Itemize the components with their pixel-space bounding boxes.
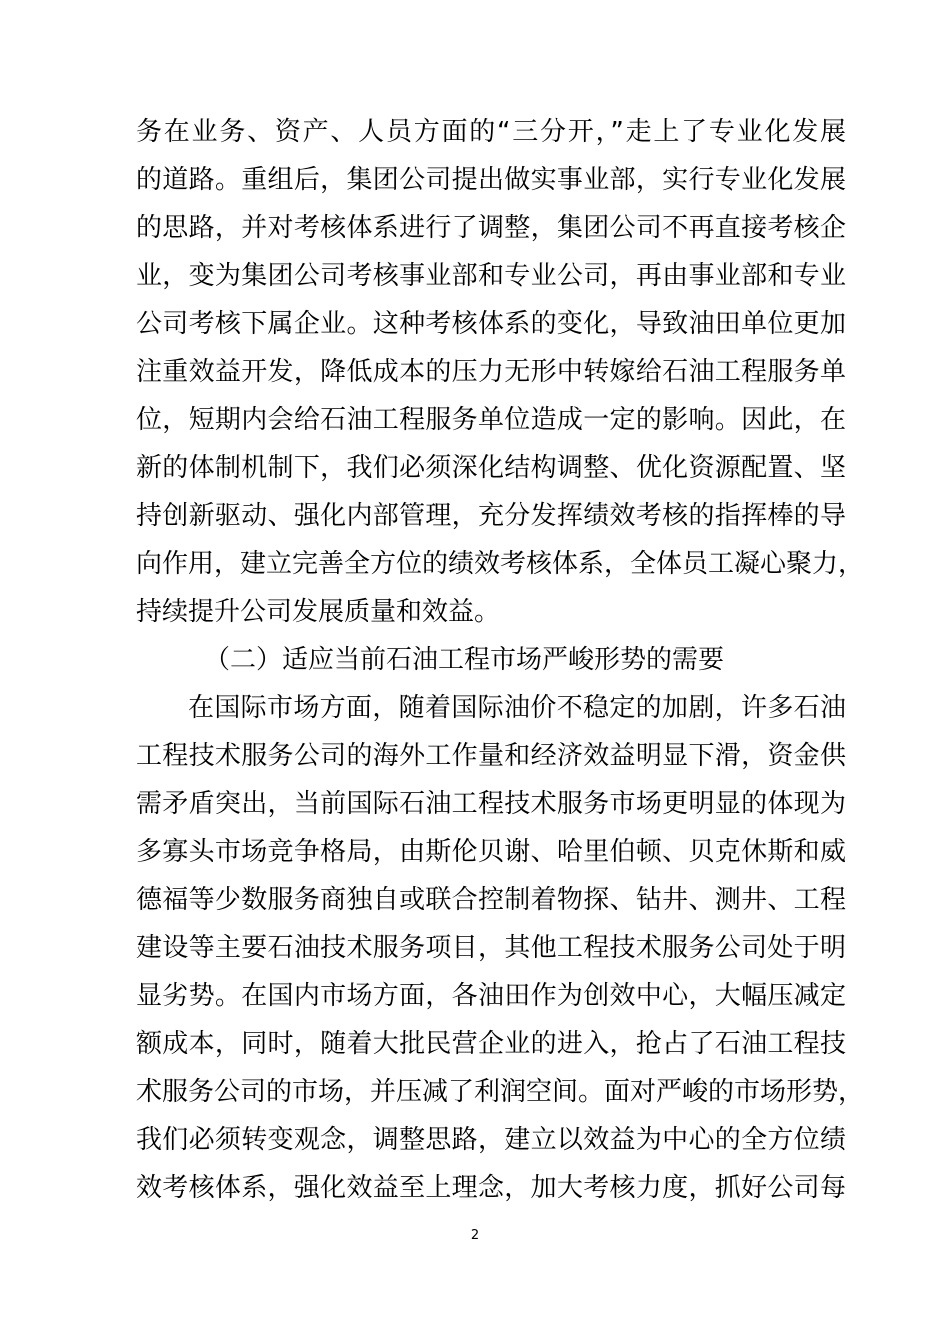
text-line: 需矛盾突出，当前国际石油工程技术服务市场更明显的体现为 <box>136 789 846 819</box>
section-heading: （二）适应当前石油工程市场严峻形势的需要 <box>204 645 725 675</box>
text-line: 效考核体系，强化效益至上理念，加大考核力度，抓好公司每 <box>136 1173 846 1203</box>
text-line: 多寡头市场竞争格局，由斯伦贝谢、哈里伯顿、贝克休斯和威 <box>136 837 846 867</box>
text-line: 业，变为集团公司考核事业部和专业公司，再由事业部和专业 <box>136 261 846 291</box>
text-line: 位，短期内会给石油工程服务单位造成一定的影响。因此，在 <box>136 405 846 435</box>
text-line: 显劣势。在国内市场方面，各油田作为创效中心，大幅压减定 <box>136 981 846 1011</box>
text-line: 术服务公司的市场，并压减了利润空间。面对严峻的市场形势， <box>136 1077 865 1107</box>
text-line: 向作用，建立完善全方位的绩效考核体系，全体员工凝心聚力， <box>136 549 865 579</box>
text-line: 工程技术服务公司的海外工作量和经济效益明显下滑，资金供 <box>136 741 846 771</box>
text-line: 额成本，同时，随着大批民营企业的进入，抢占了石油工程技 <box>136 1029 846 1059</box>
text-line: 我们必须转变观念，调整思路，建立以效益为中心的全方位绩 <box>136 1125 846 1155</box>
text-line: 持续提升公司发展质量和效益。 <box>136 597 501 627</box>
text-line: 新的体制机制下，我们必须深化结构调整、优化资源配置、坚 <box>136 453 846 483</box>
text-line: 的思路，并对考核体系进行了调整，集团公司不再直接考核企 <box>136 213 846 243</box>
page-number: 2 <box>470 1228 480 1243</box>
text-line: 的道路。重组后，集团公司提出做实事业部，实行专业化发展 <box>136 165 846 195</box>
text-line: 注重效益开发，降低成本的压力无形中转嫁给石油工程服务单 <box>136 357 846 387</box>
text-line: 在国际市场方面，随着国际油价不稳定的加剧，许多石油 <box>188 693 846 723</box>
text-line: 公司考核下属企业。这种考核体系的变化，导致油田单位更加 <box>136 309 846 339</box>
text-line: 德福等少数服务商独自或联合控制着物探、钻井、测井、工程 <box>136 885 846 915</box>
text-line: 持创新驱动、强化内部管理，充分发挥绩效考核的指挥棒的导 <box>136 501 846 531</box>
text-line: 务在业务、资产、人员方面的“三分开，”走上了专业化发展 <box>136 117 846 147</box>
text-line: 建设等主要石油技术服务项目，其他工程技术服务公司处于明 <box>136 933 846 963</box>
body-text <box>136 108 865 1212</box>
